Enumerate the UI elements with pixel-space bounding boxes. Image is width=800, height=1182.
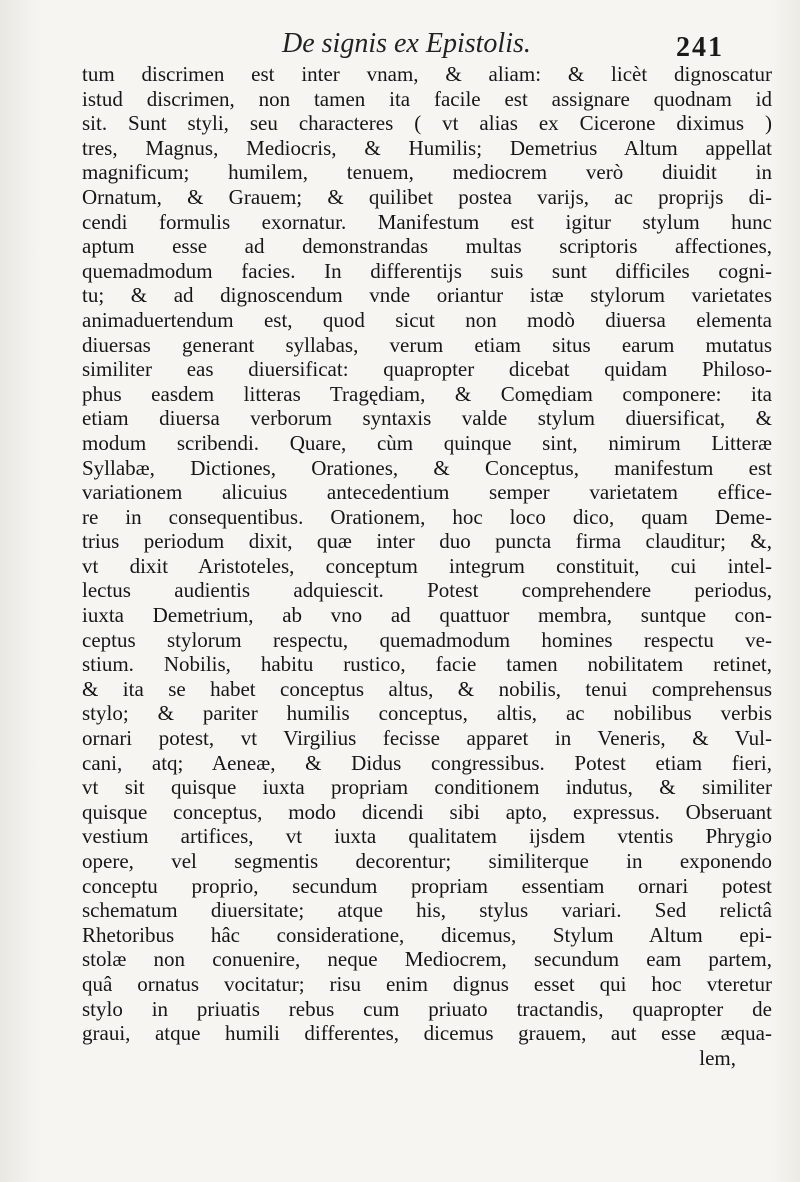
text-line: Rhetoribus hâc consideratione, dicemus, Stylum Altum epi- xyxy=(82,922,772,947)
text-line: cani, atq; Aeneæ, & Didus congressibus. Potest etiam fieri, xyxy=(82,750,772,775)
text-line: lectus audientis adquiescit. Potest comprehendere periodus, xyxy=(82,578,772,603)
text-line: quemadmodum facies. In differentijs suis sunt difficiles cogni- xyxy=(82,258,772,283)
text-line: magnificum; humilem, tenuem, mediocrem verò diuidit in xyxy=(82,160,772,185)
text-line: similiter eas diuersificat: quapropter dicebat quidam Philoso- xyxy=(82,357,772,382)
text-line: tu; & ad dignoscendum vnde oriantur istæ stylorum varietates xyxy=(82,283,772,308)
text-line: ceptus stylorum respectu, quemadmodum homines respectu ve- xyxy=(82,627,772,652)
text-line: schematum diuersitate; atque his, stylus variari. Sed relictâ xyxy=(82,898,772,923)
text-line: vestium artifices, vt iuxta qualitatem ijsdem vtentis Phrygio xyxy=(82,824,772,849)
text-line: quisque conceptus, modo dicendi sibi apto, expressus. Obseruant xyxy=(82,799,772,824)
text-line: vt dixit Aristoteles, conceptum integrum constituit, cui intel- xyxy=(82,553,772,578)
text-line: graui, atque humili differentes, dicemus grauem, aut esse æqua- xyxy=(82,1021,772,1046)
text-line: sit. Sunt styli, seu characteres ( vt alias ex Cicerone diximus ) xyxy=(82,111,772,136)
text-line: & ita se habet conceptus altus, & nobilis, tenui comprehensus xyxy=(82,676,772,701)
running-head xyxy=(0,18,800,63)
text-line: Syllabæ, Dictiones, Orationes, & Conceptus, manifestum est xyxy=(82,455,772,480)
text-line-final: lem, xyxy=(699,1045,736,1070)
text-line: conceptu proprio, secundum propriam essentiam ornari potest xyxy=(82,873,772,898)
text-line: stylo; & pariter humilis conceptus, altis, ac nobilibus verbis xyxy=(82,701,772,726)
text-line: modum scribendi. Quare, cùm quinque sint, nimirum Litteræ xyxy=(82,430,772,455)
text-line: tres, Magnus, Mediocris, & Humilis; Demetrius Altum appellat xyxy=(82,135,772,160)
text-line: vt sit quisque iuxta propriam conditionem indutus, & similiter xyxy=(82,775,772,800)
text-line: aptum esse ad demonstrandas multas scriptoris affectiones, xyxy=(82,234,772,259)
text-line: stium. Nobilis, habitu rustico, facie tamen nobilitatem retinet, xyxy=(82,652,772,677)
page-number: 241 xyxy=(676,32,724,63)
text-line: etiam diuersa verborum syntaxis valde stylum diuersificat, & xyxy=(82,406,772,431)
text-line: istud discrimen, non tamen ita facile est assignare quodnam id xyxy=(82,86,772,111)
text-line: re in consequentibus. Orationem, hoc loco dico, quam Deme- xyxy=(82,504,772,529)
body-text xyxy=(82,62,772,1070)
text-line: tum discrimen est inter vnam, & aliam: & licèt dignoscatur xyxy=(82,62,772,86)
text-line: variationem alicuius antecedentium semper varietatem effice- xyxy=(82,480,772,505)
text-line: Ornatum, & Grauem; & quilibet postea varijs, ac proprijs di- xyxy=(82,184,772,209)
text-line: diuersas generant syllabas, verum etiam situs earum mutatus xyxy=(82,332,772,357)
text-line: animaduertendum est, quod sicut non modò diuersa elementa xyxy=(82,307,772,332)
text-line: iuxta Demetrium, ab vno ad quattuor membra, suntque con- xyxy=(82,603,772,628)
running-head-title: De signis ex Epistolis. xyxy=(282,28,531,59)
text-line: opere, vel segmentis decorentur; similiterque in exponendo xyxy=(82,849,772,873)
text-line: phus easdem litteras Tragędiam, & Comędiam componere: ita xyxy=(82,381,772,406)
text-line: quâ ornatus vocitatur; risu enim dignus esset qui hoc vteretur xyxy=(82,971,772,996)
text-line: ornari potest, vt Virgilius fecisse apparet in Veneris, & Vul- xyxy=(82,726,772,751)
text-line: stolæ non conuenire, neque Mediocrem, secundum eam partem, xyxy=(82,947,772,972)
text-line: cendi formulis exornatur. Manifestum est igitur stylum hunc xyxy=(82,209,772,234)
text-line: stylo in priuatis rebus cum priuato tractandis, quapropter de xyxy=(82,996,772,1021)
text-line: trius periodum dixit, quæ inter duo puncta firma clauditur; &, xyxy=(82,529,772,554)
